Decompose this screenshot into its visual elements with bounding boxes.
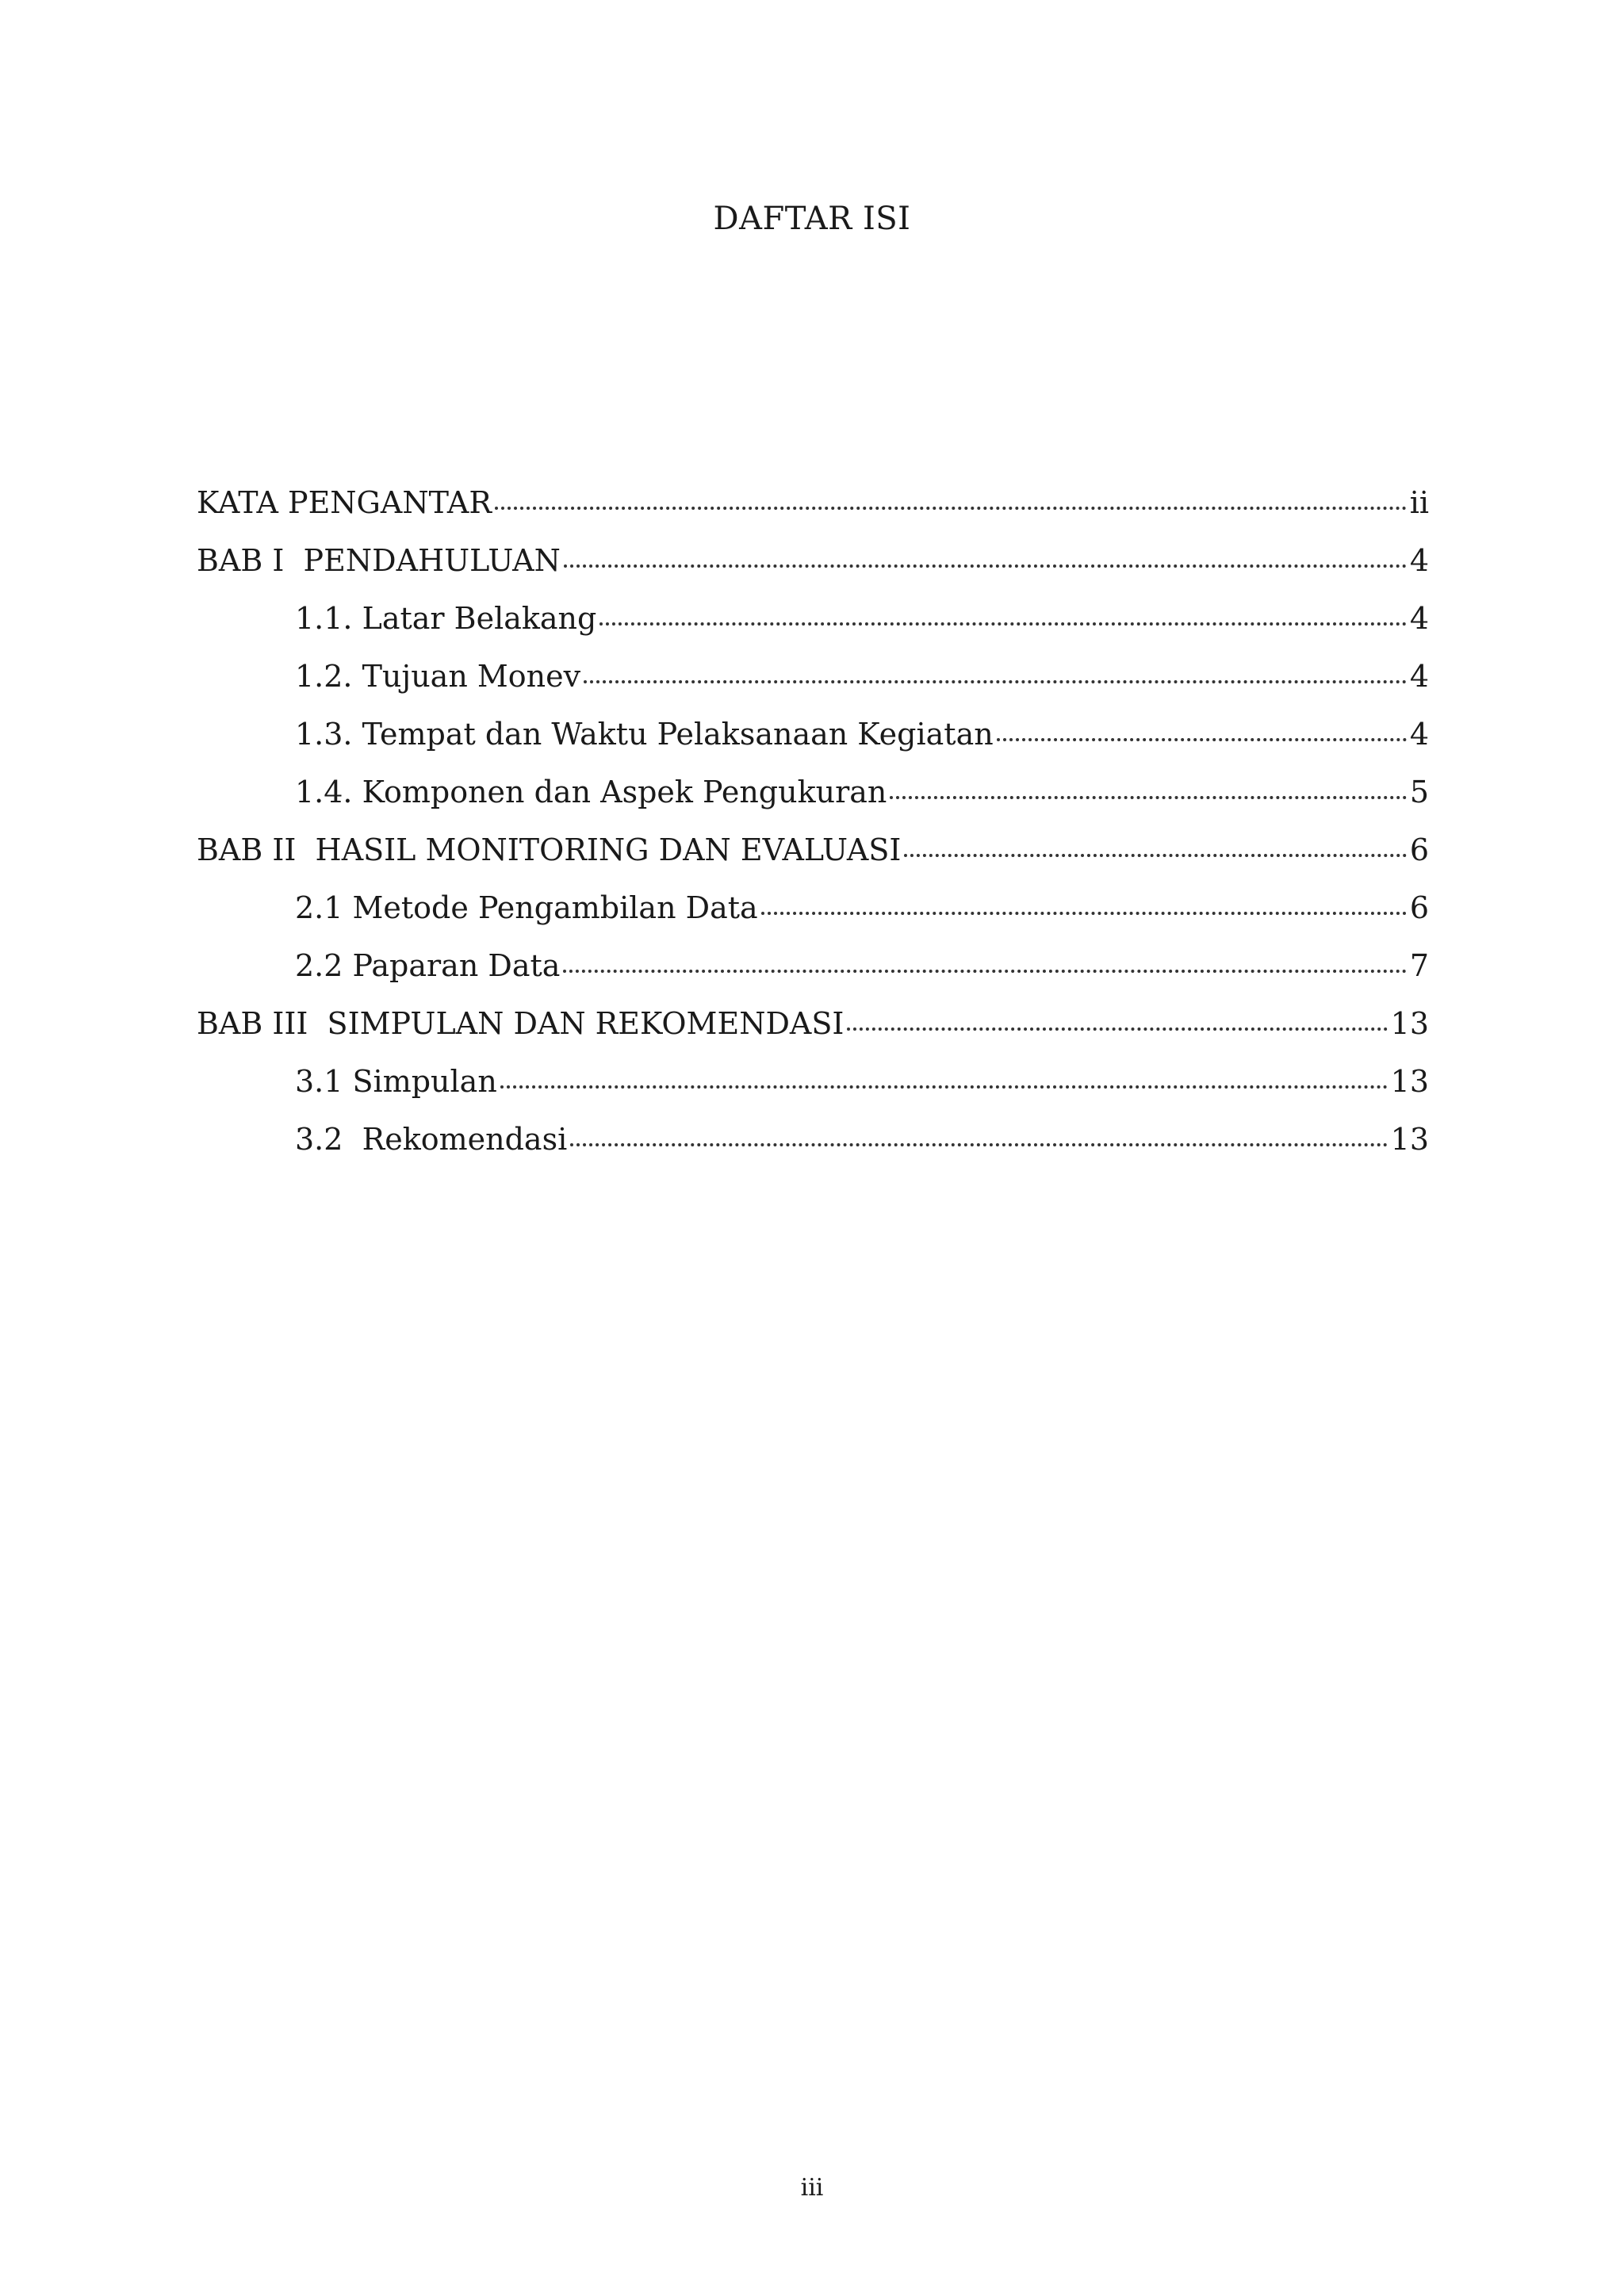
toc-entry-kata-pengantar[interactable]: [197, 480, 1429, 538]
toc-leader-dots: [599, 622, 1406, 626]
toc-leader-dots: [584, 680, 1407, 683]
toc-entry-page: 6: [1409, 890, 1429, 925]
toc-entry-page: 4: [1409, 543, 1429, 578]
toc-entry-label: BAB I PENDAHULUAN: [197, 543, 561, 578]
toc-entry-label: 1.3. Tempat dan Waktu Pelaksanaan Kegiatan: [295, 717, 994, 752]
toc-leader-dots: [904, 854, 1406, 857]
toc-leader-dots: [847, 1027, 1387, 1031]
toc-entry-1-2[interactable]: [197, 654, 1429, 712]
toc-leader-dots: [890, 796, 1406, 799]
toc-entry-2-2[interactable]: [197, 943, 1429, 1001]
page-title: DAFTAR ISI: [713, 201, 911, 237]
toc-entry-page: 13: [1390, 1006, 1429, 1041]
toc-entry-2-1[interactable]: [197, 886, 1429, 943]
page-number: iii: [800, 2174, 824, 2202]
toc-leader-dots: [500, 1085, 1388, 1089]
toc-entry-page: 13: [1390, 1064, 1429, 1099]
toc-entry-label: 3.2 Rekomendasi: [295, 1122, 568, 1157]
toc-entry-1-3[interactable]: [197, 712, 1429, 770]
toc-entry-label: 1.2. Tujuan Monev: [295, 659, 581, 694]
toc-entry-label: 1.1. Latar Belakang: [295, 601, 597, 636]
toc-entry-1-1[interactable]: [197, 596, 1429, 654]
toc-entry-page: 4: [1409, 717, 1429, 752]
toc-leader-dots: [761, 912, 1407, 915]
toc-entry-label: 2.2 Paparan Data: [295, 948, 561, 983]
toc-entry-label: KATA PENGANTAR: [197, 485, 492, 520]
toc-entry-label: 1.4. Komponen dan Aspek Pengukuran: [295, 775, 887, 809]
toc-entry-page: 4: [1409, 601, 1429, 636]
toc-entry-page: 4: [1409, 659, 1429, 694]
table-of-contents: [197, 480, 1429, 1175]
toc-leader-dots: [570, 1143, 1387, 1146]
toc-entry-label: BAB II HASIL MONITORING DAN EVALUASI: [197, 832, 902, 867]
toc-entry-1-4[interactable]: [197, 770, 1429, 828]
toc-entry-page: 6: [1409, 832, 1429, 867]
toc-entry-label: 2.1 Metode Pengambilan Data: [295, 890, 758, 925]
toc-entry-bab-2[interactable]: [197, 828, 1429, 886]
toc-entry-page: 5: [1409, 775, 1429, 809]
toc-leader-dots: [563, 970, 1406, 973]
toc-leader-dots: [495, 507, 1407, 510]
toc-entry-3-2[interactable]: [197, 1117, 1429, 1175]
toc-entry-page: ii: [1409, 485, 1429, 520]
toc-entry-page: 7: [1409, 948, 1429, 983]
toc-entry-page: 13: [1390, 1122, 1429, 1157]
toc-entry-bab-1[interactable]: [197, 538, 1429, 596]
toc-entry-label: 3.1 Simpulan: [295, 1064, 497, 1099]
toc-leader-dots: [564, 564, 1407, 568]
toc-entry-3-1[interactable]: [197, 1059, 1429, 1117]
toc-entry-label: BAB III SIMPULAN DAN REKOMENDASI: [197, 1006, 845, 1041]
toc-leader-dots: [997, 738, 1407, 741]
toc-entry-bab-3[interactable]: [197, 1001, 1429, 1059]
